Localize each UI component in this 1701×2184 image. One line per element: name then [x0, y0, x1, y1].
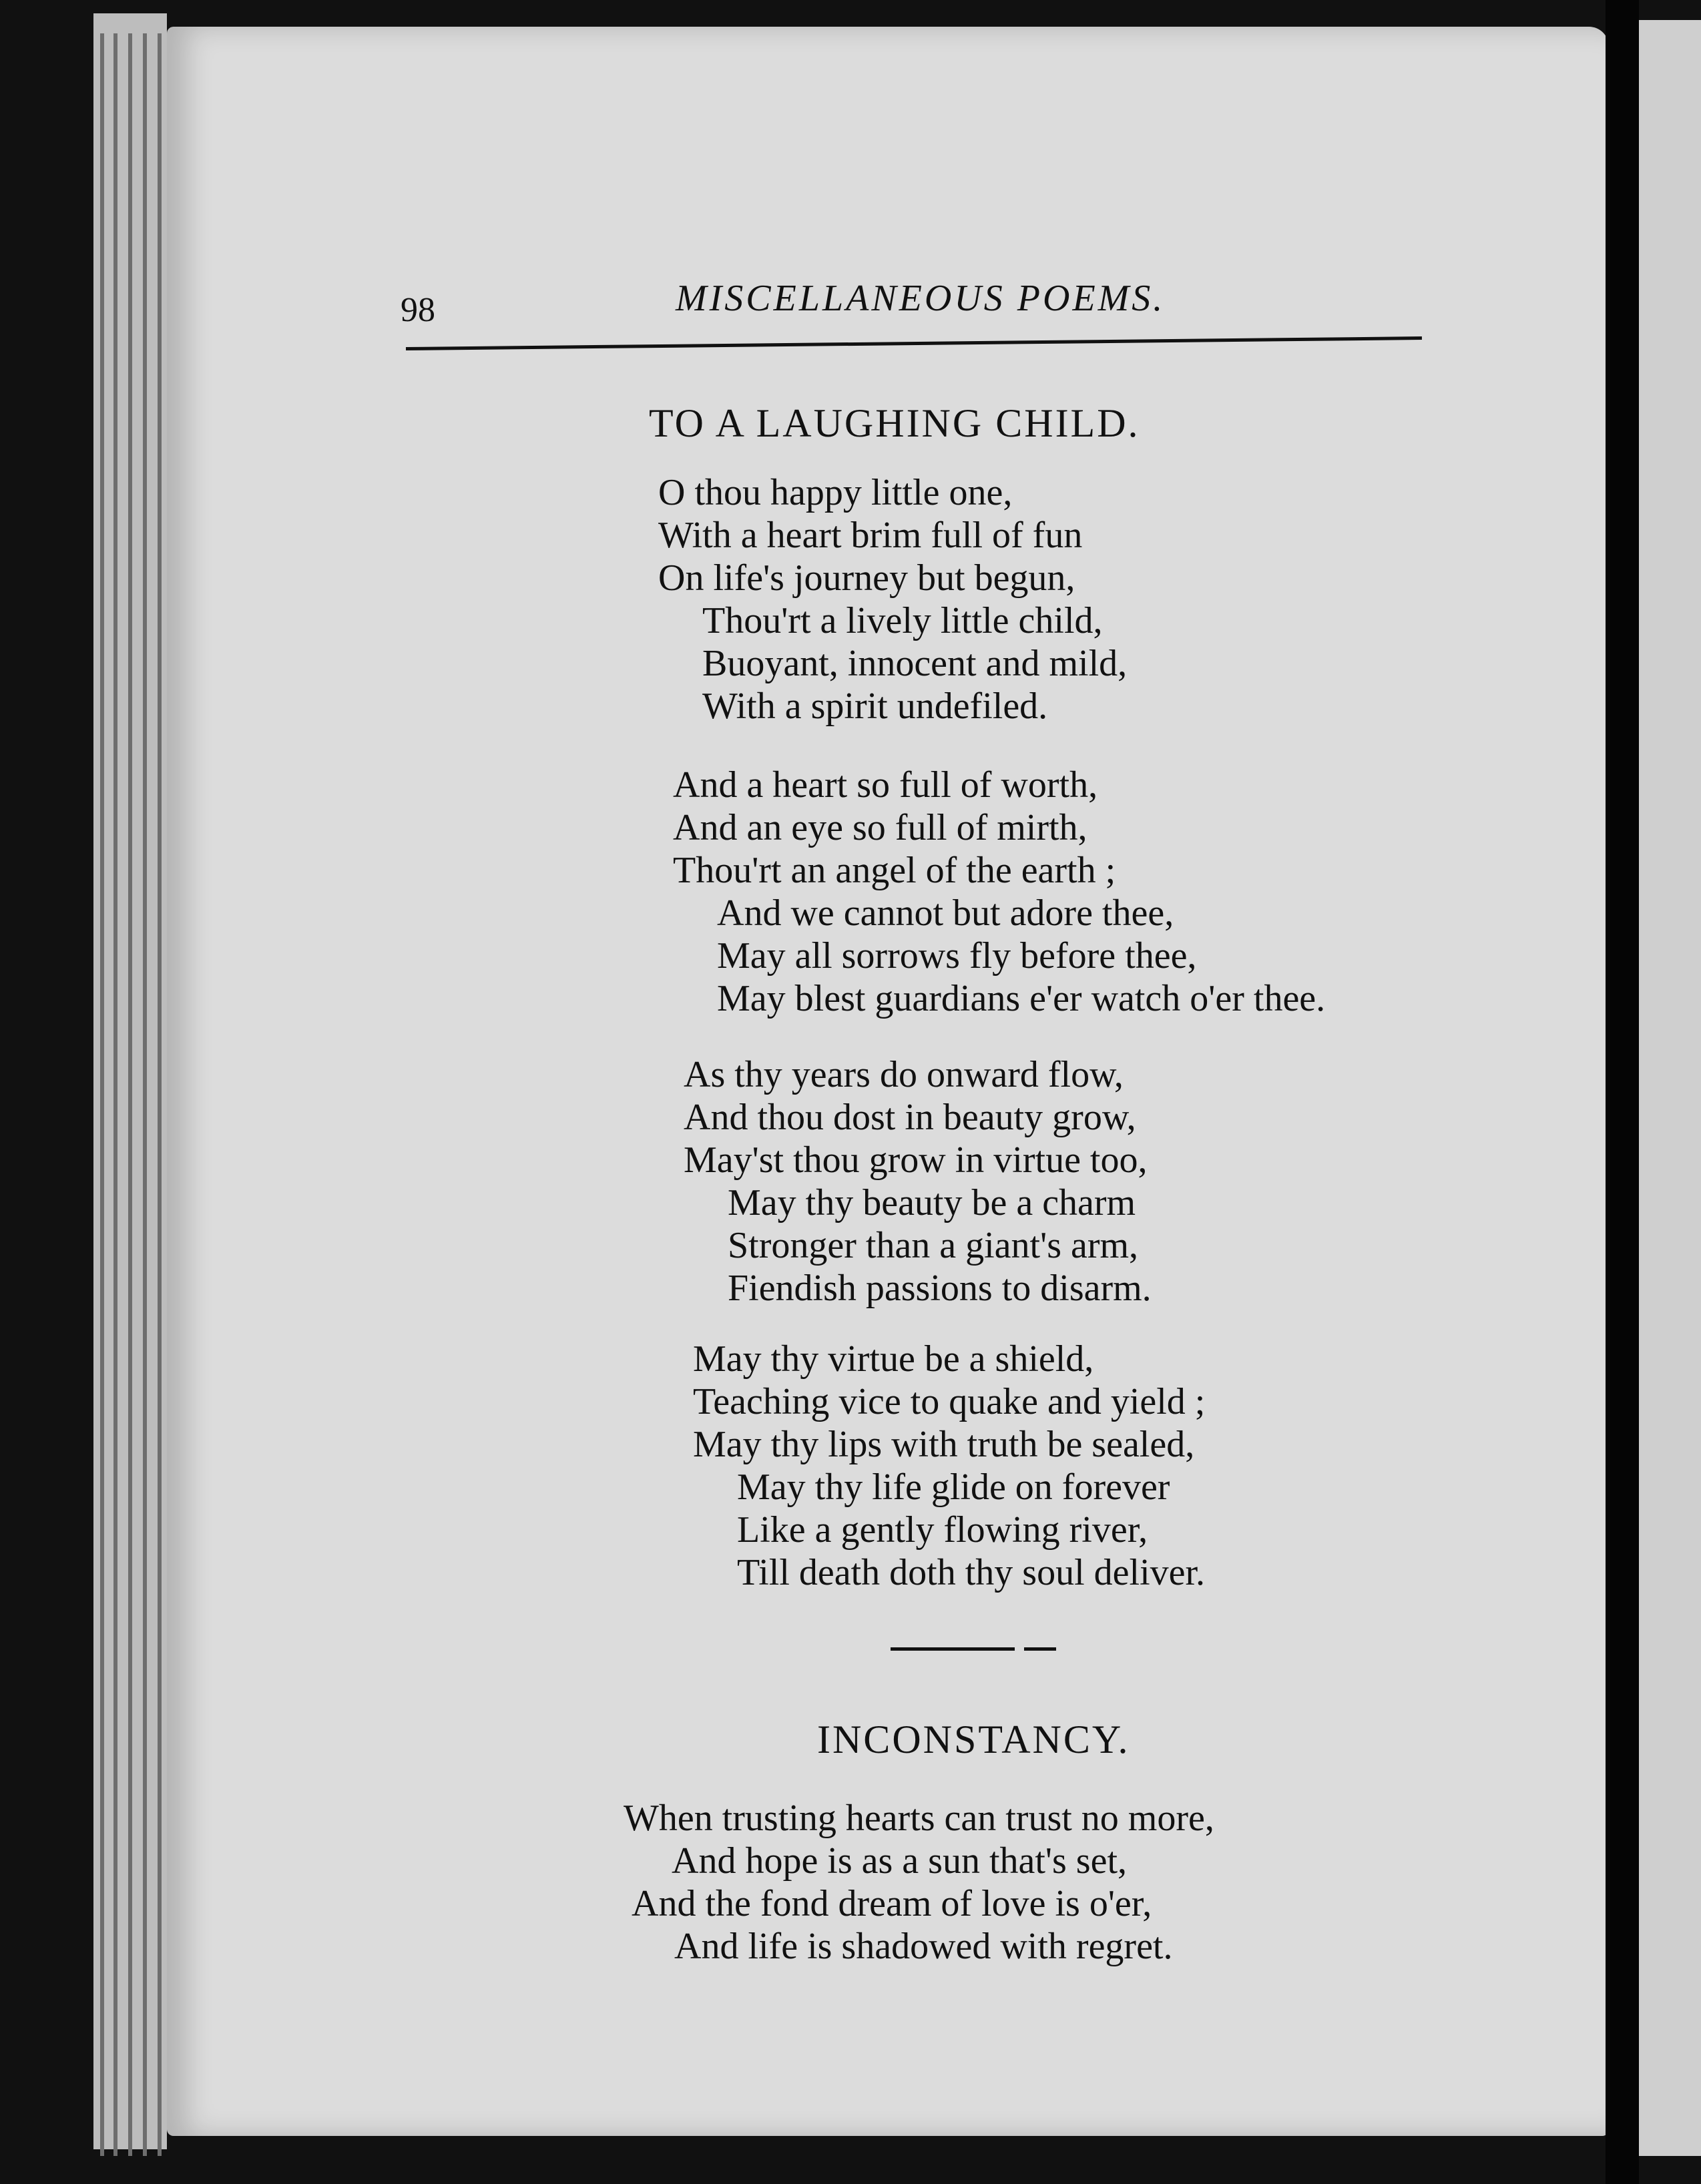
verse-line: O thou happy little one, [658, 472, 1013, 513]
verse-line: Thou'rt an angel of the earth ; [673, 850, 1116, 891]
facing-page-edge [1639, 20, 1701, 2156]
page-edge-line [143, 33, 147, 2156]
verse-line: Till death doth thy soul deliver. [737, 1552, 1206, 1593]
verse-line: Fiendish passions to disarm. [728, 1268, 1152, 1309]
stanza [693, 1338, 1205, 1594]
verse-line: On life's journey but begun, [658, 557, 1075, 599]
page-edge-line [113, 33, 117, 2156]
verse-line: And life is shadowed with regret. [674, 1926, 1173, 1967]
verse-line: May'st thou grow in virtue too, [684, 1139, 1148, 1181]
verse-line: Buoyant, innocent and mild, [702, 643, 1128, 684]
verse-line: And the fond dream of love is o'er, [632, 1883, 1152, 1924]
verse-line: May all sorrows fly before thee, [717, 935, 1197, 977]
verse-line: And we cannot but adore thee, [717, 892, 1174, 934]
verse-line: And thou dost in beauty grow, [684, 1097, 1136, 1138]
verse-line: May thy virtue be a shield, [693, 1338, 1094, 1380]
verse-line: Like a gently flowing river, [737, 1509, 1148, 1551]
page-number: 98 [401, 291, 435, 329]
stanza [624, 1797, 1214, 1968]
verse-line: May thy beauty be a charm [728, 1182, 1136, 1223]
running-head: MISCELLANEOUS POEMS. [676, 278, 1166, 319]
stanza [684, 1053, 1152, 1310]
verse-line: Stronger than a giant's arm, [728, 1225, 1139, 1266]
verse-line: May blest guardians e'er watch o'er thee. [717, 978, 1326, 1019]
verse-line: Teaching vice to quake and yield ; [693, 1381, 1206, 1422]
poem-title: INCONSTANCY. [817, 1717, 1130, 1761]
page-edge-line [128, 33, 132, 2156]
section-divider [1024, 1647, 1056, 1651]
verse-line: With a spirit undefiled. [702, 686, 1048, 727]
verse-line: Thou'rt a lively little child, [702, 600, 1103, 641]
stanza [673, 764, 1325, 1020]
book-gutter [1606, 0, 1639, 2184]
verse-line: When trusting hearts can trust no more, [624, 1798, 1214, 1839]
verse-line: May thy lips with truth be sealed, [693, 1424, 1195, 1465]
stanza [658, 471, 1127, 728]
verse-line: And an eye so full of mirth, [673, 807, 1087, 848]
verse-line: And hope is as a sun that's set, [672, 1840, 1128, 1882]
section-divider [891, 1647, 1015, 1651]
page-edge-line [100, 33, 104, 2156]
verse-line: And a heart so full of worth, [673, 764, 1098, 806]
page-edge-line [158, 33, 162, 2156]
verse-line: As thy years do onward flow, [684, 1054, 1124, 1095]
verse-line: With a heart brim full of fun [658, 515, 1083, 556]
page-stack-edge [93, 13, 167, 2149]
page-header [401, 267, 1429, 327]
poem-title: TO A LAUGHING CHILD. [649, 401, 1140, 445]
verse-line: May thy life glide on forever [737, 1466, 1170, 1508]
